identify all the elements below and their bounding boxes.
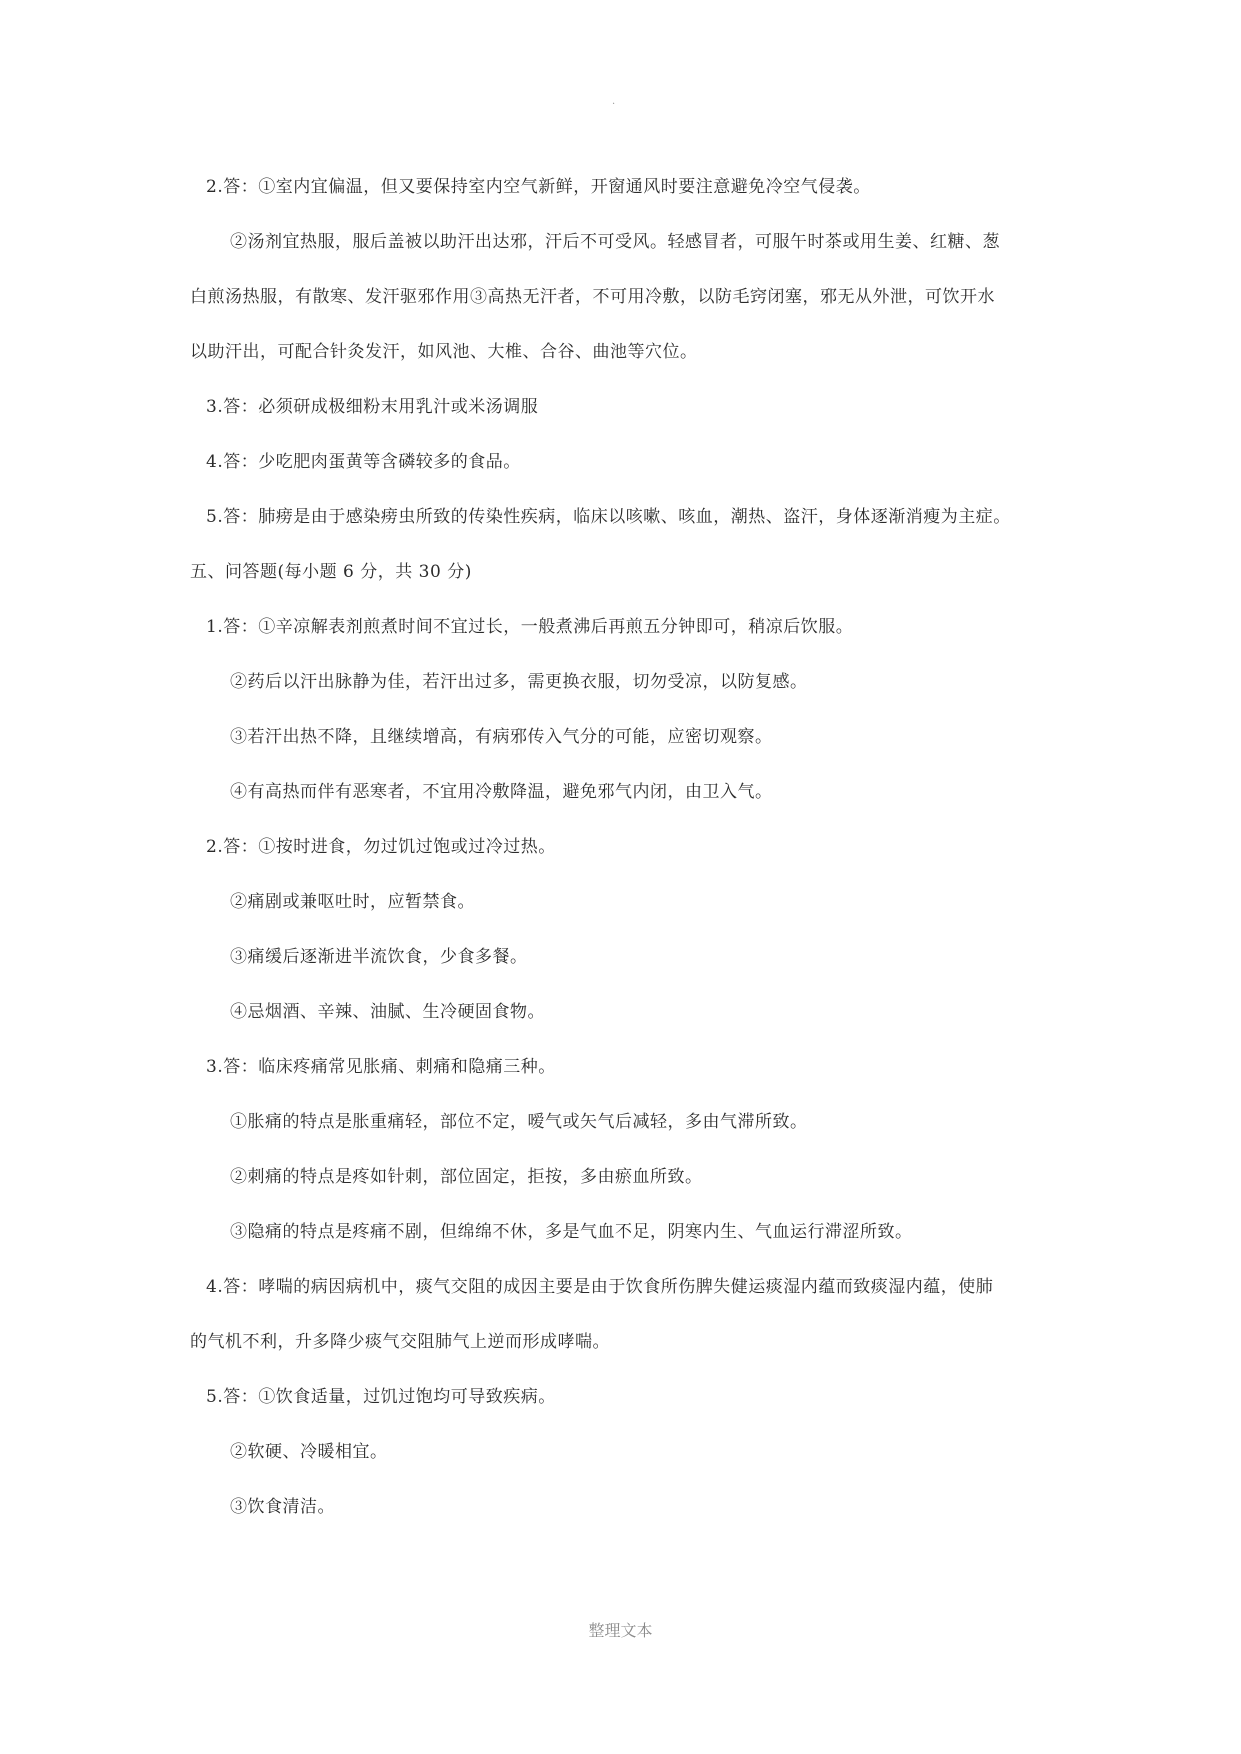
paragraph-line: 以助汗出，可配合针灸发汗，如风池、大椎、合谷、曲池等穴位。 bbox=[190, 342, 698, 362]
paragraph-line: 白煎汤热服，有散寒、发汗驱邪作用③高热无汗者，不可用冷敷，以防毛窍闭塞，邪无从外泄，可饮开水 bbox=[190, 287, 995, 307]
paragraph-line: 5.答：肺痨是由于感染痨虫所致的传染性疾病，临床以咳嗽、咳血，潮热、盗汗，身体逐渐消瘦为主症。 bbox=[206, 507, 1011, 527]
paragraph-line: ②痛剧或兼呕吐时，应暂禁食。 bbox=[230, 892, 475, 912]
paragraph-line: 的气机不利，升多降少痰气交阻肺气上逆而形成哮喘。 bbox=[190, 1332, 610, 1352]
paragraph-line: ④有高热而伴有恶寒者，不宜用冷敷降温，避免邪气内闭，由卫入气。 bbox=[230, 782, 773, 802]
paragraph-line: ③痛缓后逐渐进半流饮食，少食多餐。 bbox=[230, 947, 528, 967]
paragraph-line: ②药后以汗出脉静为佳，若汗出过多，需更换衣服，切勿受凉，以防复感。 bbox=[230, 672, 808, 692]
paragraph-line: ②汤剂宜热服，服后盖被以助汗出达邪，汗后不可受风。轻感冒者，可服午时茶或用生姜、红糖、葱 bbox=[230, 232, 1000, 252]
paragraph-line: 4.答：少吃肥肉蛋黄等含磷较多的食品。 bbox=[206, 452, 521, 472]
paragraph-line: 3.答：临床疼痛常见胀痛、刺痛和隐痛三种。 bbox=[206, 1057, 556, 1077]
paragraph-line: 2.答：①按时进食，勿过饥过饱或过冷过热。 bbox=[206, 837, 556, 857]
answer-content bbox=[190, 160, 1060, 1535]
paragraph-line: 1.答：①辛凉解表剂煎煮时间不宜过长，一般煮沸后再煎五分钟即可，稍凉后饮服。 bbox=[206, 617, 854, 637]
paragraph-line: 2.答：①室内宜偏温，但又要保持室内空气新鲜，开窗通风时要注意避免冷空气侵袭。 bbox=[206, 177, 871, 197]
paragraph-line: 4.答：哮喘的病因病机中，痰气交阻的成因主要是由于饮食所伤脾失健运痰湿内蕴而致痰湿内蕴，使肺 bbox=[206, 1277, 994, 1297]
paragraph-line: 5.答：①饮食适量，过饥过饱均可导致疾病。 bbox=[206, 1387, 556, 1407]
paragraph-line: ①胀痛的特点是胀重痛轻，部位不定，嗳气或矢气后减轻，多由气滞所致。 bbox=[230, 1112, 808, 1132]
header-mark: . bbox=[612, 96, 616, 107]
paragraph-line: ③若汗出热不降，且继续增高，有病邪传入气分的可能，应密切观察。 bbox=[230, 727, 773, 747]
paragraph-line: ④忌烟酒、辛辣、油腻、生冷硬固食物。 bbox=[230, 1002, 545, 1022]
paragraph-line: ③饮食清洁。 bbox=[230, 1497, 335, 1517]
paragraph-line: ②刺痛的特点是疼如针刺，部位固定，拒按，多由瘀血所致。 bbox=[230, 1167, 703, 1187]
section-heading: 五、问答题(每小题 6 分，共 30 分) bbox=[190, 562, 472, 582]
paragraph-line: ③隐痛的特点是疼痛不剧，但绵绵不休，多是气血不足，阴寒内生、气血运行滞涩所致。 bbox=[230, 1222, 913, 1242]
page-footer: 整理文本 bbox=[588, 1621, 653, 1640]
paragraph-line: 3.答：必须研成极细粉末用乳汁或米汤调服 bbox=[206, 397, 539, 417]
paragraph-line: ②软硬、冷暖相宜。 bbox=[230, 1442, 388, 1462]
